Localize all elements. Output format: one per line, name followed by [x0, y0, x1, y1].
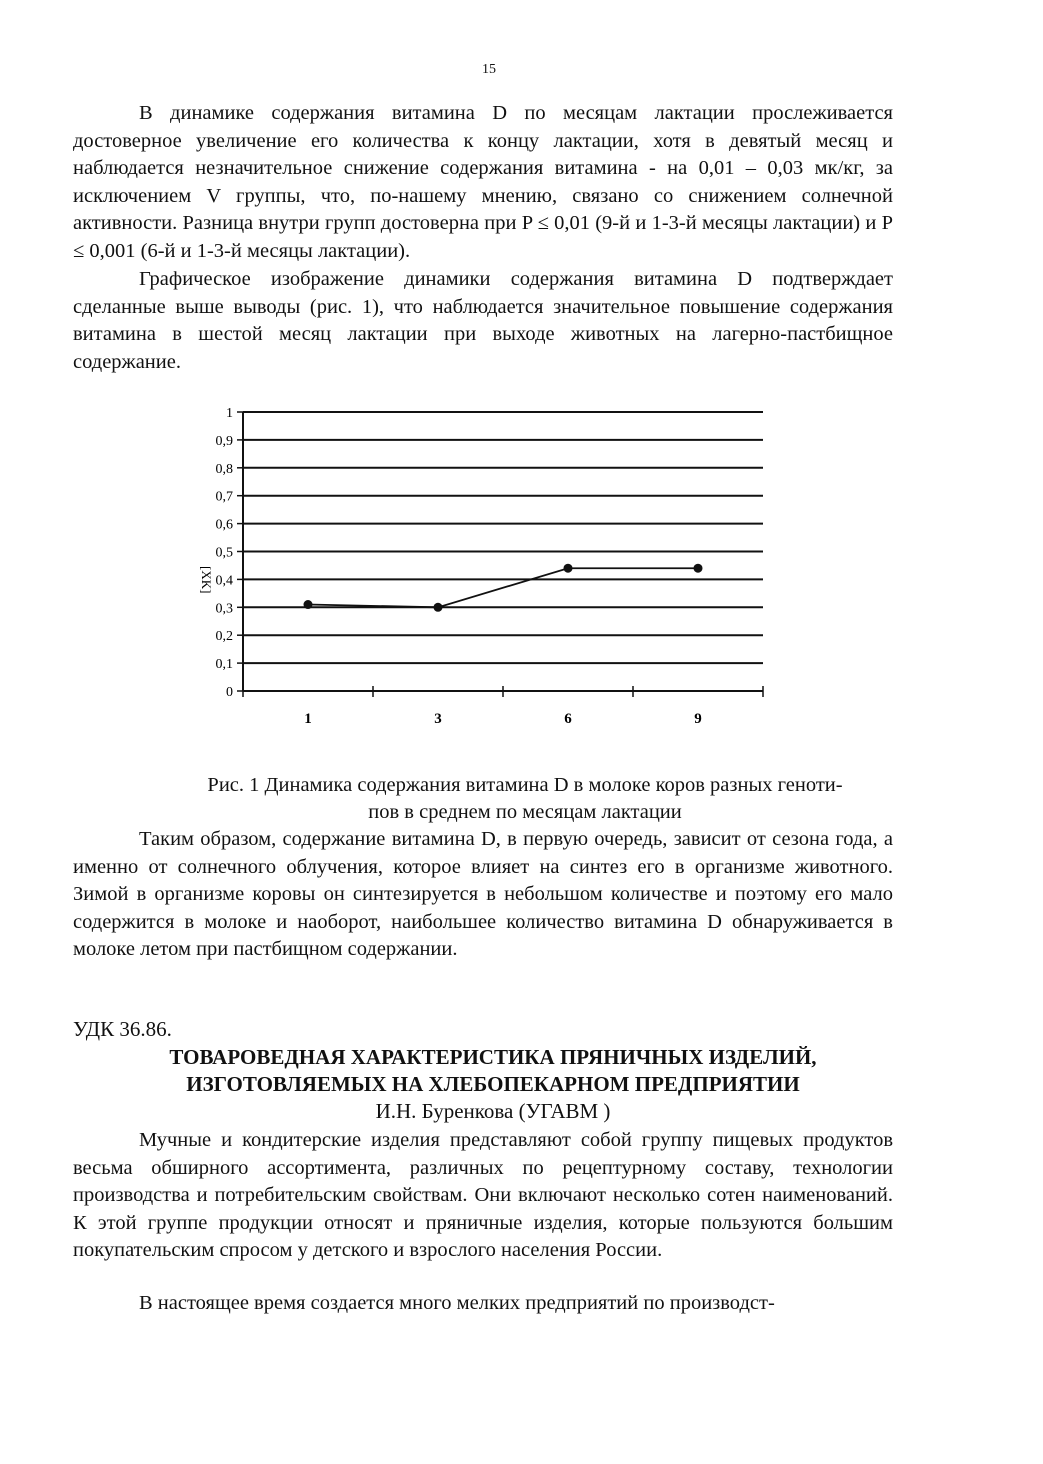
x-tick-label: 9 — [694, 711, 702, 727]
y-tick-label: 0,1 — [215, 657, 233, 673]
data-point — [434, 603, 443, 612]
y-tick-label: 0,3 — [215, 601, 233, 617]
page-number: 15 — [482, 62, 496, 77]
article-title-line-2: ИЗГОТОВЛЯЕМЫХ НА ХЛЕБОПЕКАРНОМ ПРЕДПРИЯТИИ — [186, 1072, 800, 1096]
paragraph-vitamin-dynamics: В динамике содержания витамина D по месяцам лактации прослеживается достоверное увеличение его количества к концу лактации, хотя в девятый месяц и наблюдается незначительное снижение содержания витамина - на 0,01 – 0,03 мк/кг, за исключением V группы, что, по-нашему мнению, связано со снижением солнечной активности. Разница внутри групп достоверна при P ≤ 0,01 (9-й и 1-3-й месяцы лактации) и P ≤ 0,001 (6-й и 1-3-й месяцы лактации). — [73, 102, 893, 262]
chart-series — [304, 564, 703, 612]
y-tick-label: 0,4 — [215, 573, 233, 589]
y-tick-label: 0,7 — [215, 489, 233, 505]
paragraph-continuation: В настоящее время создается много мелких предприятий по производст- — [139, 1292, 775, 1314]
y-tick-label: 0,8 — [215, 461, 233, 477]
x-tick-label: 1 — [304, 711, 312, 727]
caption-line-2: пов в среднем по месяцам лактации — [368, 801, 682, 823]
article-title — [73, 1044, 913, 1098]
y-tick-label: 0,6 — [215, 517, 233, 533]
y-axis-label: [XK] — [199, 566, 214, 594]
data-point — [564, 564, 573, 573]
paragraph-intro: Мучные и кондитерские изделия представляют собой группу пищевых продуктов весьма обширного ассортимента, различных по рецептурному составу, технологии производства и потребительским свойствам. Они включают несколько сотен наименований. К этой группе продукции относят и пряничные изделия, которые пользуются большим покупательским спросом у детского и взрослого населения России. — [73, 1129, 893, 1261]
y-tick-label: 0 — [226, 685, 233, 700]
series-line — [308, 568, 698, 607]
x-tick-label: 3 — [434, 711, 442, 727]
x-tick-label: 6 — [564, 711, 572, 727]
y-tick-label: 0,2 — [215, 629, 233, 645]
y-tick-label: 0,5 — [215, 545, 233, 561]
paragraph-graph-description: Графическое изображение динамики содержания витамина D подтверждает сделанные выше выводы (рис. 1), что наблюдается значительное повышение содержания витамина в шестой месяц лактации при выходе животных на лагерно-пастбищное содержание. — [73, 268, 893, 373]
chart-grid — [237, 412, 763, 697]
caption-line-1: Рис. 1 Динамика содержания витамина D в молоке коров разных геноти- — [207, 774, 843, 796]
figure-caption — [110, 772, 940, 826]
x-tick-labels — [304, 711, 702, 727]
udk-code: УДК 36.86. — [73, 1017, 172, 1041]
y-tick-labels — [216, 406, 234, 700]
y-tick-label: 0,9 — [215, 433, 233, 449]
paragraph-conclusion: Таким образом, содержание витамина D, в первую очередь, зависит от сезона года, а именно от солнечного облучения, которое влияет на синтез его в организме животного. Зимой в организме коровы он синтезируется в небольшом количестве и поэтому его мало содержится в молоке и наоборот, наибольшее количество витамина D обнаруживается в молоке летом при пастбищном содержании. — [73, 828, 893, 960]
data-point — [304, 600, 313, 609]
line-chart — [180, 398, 780, 748]
y-tick-label: 1 — [226, 406, 233, 421]
author-line: И.Н. Буренкова (УГАВМ ) — [375, 1099, 611, 1123]
figure-vitamin-chart — [180, 398, 780, 748]
article-title-line-1: ТОВАРОВЕДНАЯ ХАРАКТЕРИСТИКА ПРЯНИЧНЫХ ИЗДЕЛИЙ, — [169, 1045, 817, 1069]
data-point — [694, 564, 703, 573]
